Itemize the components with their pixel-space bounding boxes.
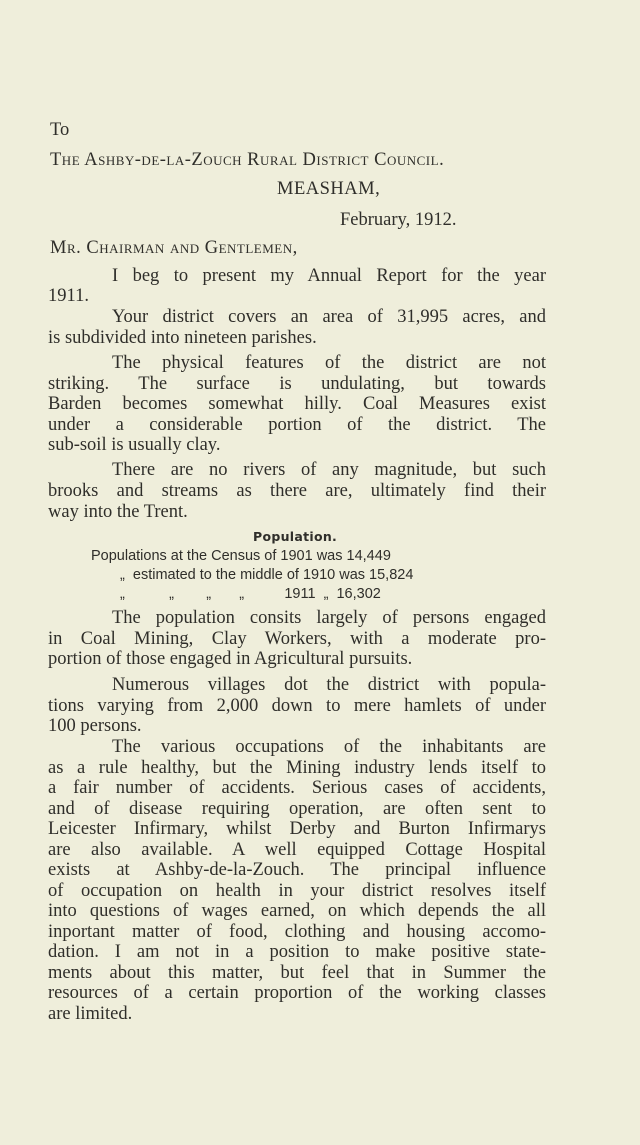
paragraph-line: Numerous villages dot the district with popula-: [112, 675, 546, 695]
paragraph-line: ments about this matter, but feel that in Summer the: [48, 963, 546, 983]
paragraph-line: are also available. A well equipped Cottage Hospital: [48, 840, 546, 860]
paragraph-line: exists at Ashby-de-la-Zouch. The principal influence: [48, 860, 546, 880]
paragraph-line: 1911.: [48, 286, 89, 306]
paragraph-line: sub-soil is usually clay.: [48, 435, 221, 455]
paragraph-line: are limited.: [48, 1004, 133, 1024]
paragraph-line: into questions of wages earned, on which depends the all: [48, 901, 546, 921]
council-name: The Ashby-de-la-Zouch Rural District Council.: [50, 150, 445, 170]
paragraph-line: as a rule healthy, but the Mining industry lends itself to: [48, 758, 546, 778]
paragraph-line: brooks and streams as there are, ultimately find their: [48, 481, 546, 501]
paragraph-line: and of disease requiring operation, are often sent to: [48, 799, 546, 819]
paragraph-line: Leicester Infirmary, whilst Derby and Burton Infirmarys: [48, 819, 546, 839]
paragraph-line: I beg to present my Annual Report for the year: [112, 266, 546, 286]
addressee-to: To: [50, 120, 70, 140]
section-heading: Population.: [253, 529, 338, 544]
paragraph-line: Your district covers an area of 31,995 acres, and: [112, 307, 546, 327]
paragraph-line: tions varying from 2,000 down to mere hamlets of under: [48, 696, 546, 716]
paragraph-line: The population consits largely of persons engaged: [112, 608, 546, 628]
paragraph-line: of occupation on health in your district resolves itself: [48, 881, 546, 901]
paragraph-line: 100 persons.: [48, 716, 142, 736]
paragraph-line: a fair number of accidents. Serious cases of accidents,: [48, 778, 546, 798]
paragraph-line: resources of a certain proportion of the working classes: [48, 983, 546, 1003]
paragraph-line: Barden becomes somewhat hilly. Coal Measures exist: [48, 394, 546, 414]
paragraph-line: portion of those engaged in Agricultural pursuits.: [48, 649, 413, 669]
paragraph-line: inportant matter of food, clothing and housing accomo-: [48, 922, 546, 942]
paragraph-line: The physical features of the district are not: [112, 353, 546, 373]
paragraph-line: in Coal Mining, Clay Workers, with a moderate pro-: [48, 629, 546, 649]
paragraph-line: dation. I am not in a position to make positive state-: [48, 942, 546, 962]
letter-date: February, 1912.: [340, 210, 457, 230]
paragraph-line: under a considerable portion of the district. The: [48, 415, 546, 435]
paragraph-line: is subdivided into nineteen parishes.: [48, 328, 317, 348]
paragraph-line: There are no rivers of any magnitude, but such: [112, 460, 546, 480]
paragraph-line: striking. The surface is undulating, but towards: [48, 374, 546, 394]
place-name: MEASHAM,: [277, 179, 381, 199]
census-row: Populations at the Census of 1901 was 14,449: [91, 548, 391, 564]
census-row: „ „ „ „ 1911 „ 16,302: [120, 586, 381, 602]
salutation: Mr. Chairman and Gentlemen,: [50, 238, 298, 258]
paragraph-line: way into the Trent.: [48, 502, 188, 522]
census-row: „ estimated to the middle of 1910 was 15,824: [120, 567, 414, 583]
paragraph-line: The various occupations of the inhabitants are: [112, 737, 546, 757]
